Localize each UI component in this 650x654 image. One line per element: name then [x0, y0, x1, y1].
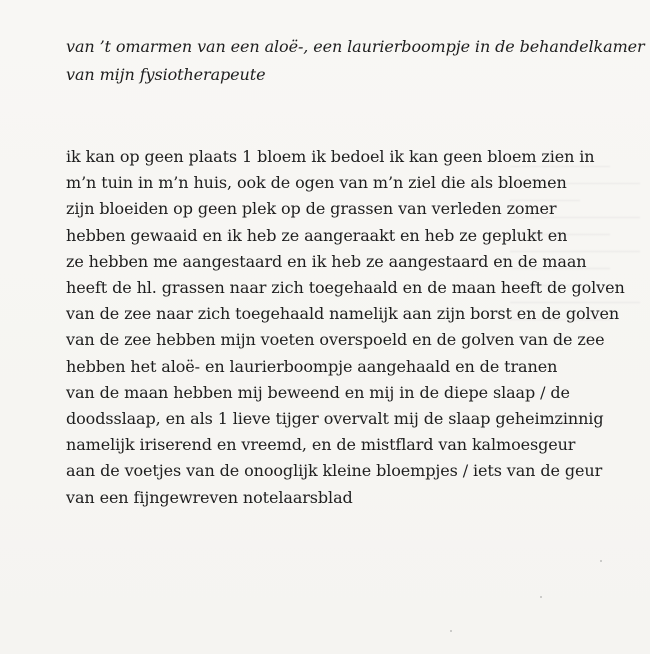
poem-line: ze hebben me aangestaard en ik heb ze aangestaard en de maan: [66, 251, 587, 271]
poem-line: heeft de hl. grassen naar zich toegehaald en de maan heeft de golven: [66, 278, 625, 298]
poem-line: zijn bloeiden op geen plek op de grassen van verleden zomer: [66, 199, 557, 219]
poem-line: hebben het aloë- en laurierboompje aangehaald en de tranen: [66, 356, 558, 376]
poem-line: namelijk iriserend en vreemd, en de mistflard van kalmoesgeur: [66, 435, 576, 455]
title-line: van mijn fysiotherapeute: [66, 65, 266, 84]
poem-line: van een fijngewreven notelaarsblad: [66, 487, 353, 507]
paper-speck: [600, 560, 602, 562]
poem-title: [66, 33, 645, 89]
paper-speck: [450, 630, 452, 632]
poem-line: aan de voetjes van de onooglijk kleine bloempjes / iets van de geur: [66, 461, 603, 481]
poem-line: van de maan hebben mij beweend en mij in de diepe slaap / de: [66, 382, 570, 402]
poem-line: van de zee hebben mijn voeten overspoeld en de golven van de zee: [66, 330, 605, 350]
poem-line: m’n tuin in m’n huis, ook de ogen van m’n ziel die als bloemen: [66, 173, 567, 193]
poem-body: [66, 144, 626, 511]
title-line: van ’t omarmen van een aloë-, een laurierboompje in de behandelkamer: [66, 37, 645, 56]
poem-line: van de zee naar zich toegehaald namelijk aan zijn borst en de golven: [66, 304, 620, 324]
poem-line: ik kan op geen plaats 1 bloem ik bedoel ik kan geen bloem zien in: [66, 147, 595, 166]
poem-line: hebben gewaaid en ik heb ze aangeraakt en heb ze geplukt en: [66, 225, 568, 245]
paper-speck: [540, 596, 542, 598]
poem-line: doodsslaap, en als 1 lieve tijger overvalt mij de slaap geheimzinnig: [66, 409, 604, 429]
